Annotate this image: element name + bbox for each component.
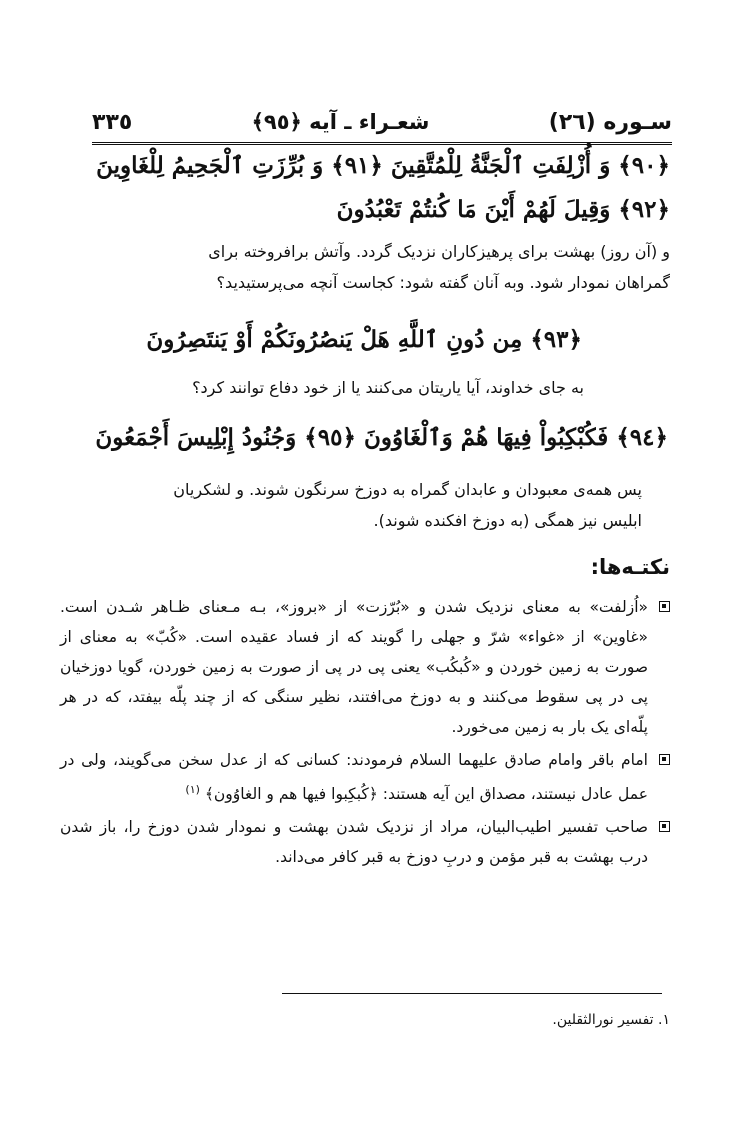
note-text: صاحب تفسیر اطیب‌البیان، مراد از نزدیک شدن بهشت و نمودار شدن دوزخ را، باز شدن درب بهشت به قبر مؤمن و دربِ دوزخ به قبر کافر می‌داند. [60,818,648,867]
footnote: ١. تفسیر نورالثقلین. [552,1012,670,1028]
surah-label: سـوره (٢٦) [548,109,672,135]
footnote-divider [282,993,662,994]
translation-3 [60,474,642,536]
note-item [60,745,670,809]
translation-1-line-1: و (آن روز) بهشت برای پرهیزکاران نزدیک گردد. وآتش برافروخته برای [208,242,670,261]
verse-line-2: ﴿٩٢﴾ وَقِيلَ لَهُمْ أَيْنَ مَا كُنتُمْ تَعْبُدُونَ [336,196,670,223]
note-text: امام باقر وامام صادق علیهما السلام فرمودند: کسانی که از عدل سخن می‌گویند، ولی در عمل عادل نیستند، مصداق این آیه هستند: ﴿کُبکِبوا فیها هم و الغاوُون﴾ [60,751,648,804]
note-item [60,592,670,742]
page-number: ٣٣٥ [92,109,133,135]
square-bullet-icon [659,821,670,832]
verse-line-4: ﴿٩٤﴾ فَكُبْكِبُواْ فِيهَا هُمْ وَٱلْغَاوُونَ ﴿٩٥﴾ وَجُنُودُ إِبْلِيسَ أَجْمَعُونَ [95,424,668,451]
notes-list [60,592,670,875]
page-header [92,104,672,140]
note-item [60,812,670,872]
translation-3-line-1: پس همه‌ی معبودان و عابدان گمراه به دوزخ سرنگون شوند. و لشکریان [173,480,642,499]
square-bullet-icon [659,601,670,612]
footnote-reference: (١) [185,783,200,796]
title-label: شعـراء ـ آیه ﴿٩٥﴾ [251,110,430,134]
square-bullet-icon [659,754,670,765]
verse-line-1: ﴿٩٠﴾ وَ أُزْلِفَتِ ٱلْجَنَّةُ لِلْمُتَّقِينَ ﴿٩١﴾ وَ بُرِّزَتِ ٱلْجَحِيمُ لِلْغَاوِينَ [96,152,670,179]
translation-2: به جای خداوند، آیا یاریتان می‌کنند یا از خود دفاع توانند کرد؟ [192,378,584,397]
header-divider [92,142,672,145]
verse-line-3: ﴿٩٣﴾ مِن دُونِ ٱللَّهِ هَلْ يَنصُرُونَكُمْ أَوْ يَنتَصِرُونَ [146,326,582,353]
translation-1 [60,236,670,298]
notes-heading: نکتـه‌ها: [590,555,670,579]
translation-3-line-2: ابلیس نیز همگی (به دوزخ افکنده شوند). [373,511,642,530]
translation-1-line-2: گمراهان نمودار شود. وبه آنان گفته شود: کجاست آنچه می‌پرستیدید؟ [216,273,670,292]
note-text: «اُزلفت» به معنای نزدیک شدن و «بُرّزت» از «بروز»، بـه مـعنای ظـاهر شـدن است. «غاوین» از «غواء» شرّ و جهلی را گویند که از فساد عقیده است. «کُبّ» به معنای از صورت به زمین خوردن و «کُبکُب» یعنی پی در پی از صورت به زمین خوردن، گویا دوزخیان پی در پی سقوط می‌کنند و به دوزخ می‌افتند، نظیر سنگی که از چند پلّه بیفتد، که در هر پلّه‌ای یک بار به زمین می‌خورد. [60,598,648,736]
